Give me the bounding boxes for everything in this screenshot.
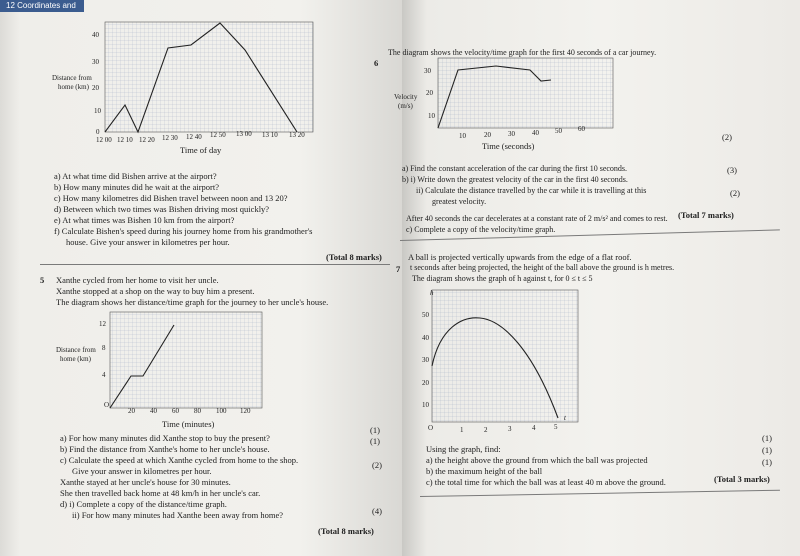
g2-ytick: 4	[102, 371, 106, 379]
marks: (3)	[727, 165, 737, 175]
graph3-ylabel-1: Velocity	[394, 93, 418, 101]
marks: (1)	[762, 433, 772, 443]
g1-xtick: 12 50	[210, 131, 226, 139]
graph4-grid	[432, 288, 582, 424]
list-item: a) Find the constant acceleration of the car during the first 10 seconds.	[402, 164, 628, 173]
g4-xtick: 1	[460, 426, 464, 434]
g2-xtick: 100	[216, 407, 227, 415]
graph1-ylabel-2: home (km)	[58, 83, 89, 91]
g3-ytick: 10	[428, 112, 435, 120]
list-item: house. Give your answer in kilometres per hour.	[66, 237, 230, 247]
marks: (1)	[762, 457, 772, 467]
divider	[40, 264, 390, 265]
list-item: b) How many minutes did he wait at the airport?	[54, 182, 220, 192]
q7-number: 7	[396, 264, 401, 274]
g4-ytick: 10	[422, 401, 429, 409]
list-item: f) Calculate Bishen's speed during his journey home from his grandmother's	[54, 226, 313, 236]
graph1-xlabel: Time of day	[180, 145, 222, 155]
g2-ytick: 8	[102, 344, 106, 352]
marks: (2)	[372, 460, 382, 470]
g3-xtick: 50	[555, 127, 562, 135]
g1-ytick: 10	[94, 107, 101, 115]
g4-ytick: 40	[422, 334, 429, 342]
q6-intro: The diagram shows the velocity/time graph for the first 40 seconds of a car journey.	[388, 48, 657, 57]
list-item: b) i) Write down the greatest velocity of the car in the first 40 seconds.	[402, 175, 628, 184]
g3-xtick: 60	[578, 125, 585, 133]
list-item: b) the maximum height of the ball	[426, 466, 543, 476]
g2-xtick: 80	[194, 407, 201, 415]
g4-ytick: 20	[422, 379, 429, 387]
g2-xtick: 120	[240, 407, 251, 415]
g2-xtick: 60	[172, 407, 179, 415]
g2-xtick: 20	[128, 407, 135, 415]
g1-xtick: 12 30	[162, 134, 178, 142]
marks: (2)	[722, 132, 732, 142]
list-item: c) Complete a copy of the velocity/time graph.	[406, 225, 556, 234]
g3-ytick: 30	[424, 67, 431, 75]
divider	[420, 490, 780, 497]
right-page	[374, 0, 800, 556]
g1-xtick: 12 40	[186, 133, 202, 141]
list-item: ii) Calculate the distance travelled by the car while it is travelling at this	[416, 186, 647, 195]
list-item: ii) For how many minutes had Xanthe been away from home?	[72, 510, 284, 520]
q5-number: 5	[40, 275, 45, 285]
g4-yaxis: h	[430, 289, 434, 297]
g1-xtick: 12 10	[117, 136, 133, 144]
g1-ytick: 0	[96, 128, 100, 136]
g4-ytick: 30	[422, 356, 429, 364]
g3-xtick: 40	[532, 129, 539, 137]
g1-xtick: 13 00	[236, 130, 252, 138]
list-item: She then travelled back home at 48 km/h in her uncle's car.	[60, 488, 261, 498]
list-item: d) i) Complete a copy of the distance/time graph.	[60, 499, 227, 509]
g3-xtick: 20	[484, 131, 491, 139]
list-item: e) At what times was Bishen 10 km from the airport?	[54, 215, 235, 225]
g1-xtick: 12 00	[96, 136, 112, 144]
graph2-ylabel-1: Distance from	[56, 346, 96, 354]
list-item: c) the total time for which the ball was at least 40 m above the ground.	[426, 477, 666, 487]
g4-xtick: 5	[554, 423, 558, 431]
g2-ytick: 12	[99, 320, 106, 328]
q7-intro-2: t seconds after being projected, the height of the ball above the ground is h metres.	[410, 263, 675, 272]
g1-ytick: 20	[92, 84, 99, 92]
g4-xtick: 3	[508, 425, 512, 433]
graph2-grid	[108, 310, 264, 410]
g1-xtick: 13 10	[262, 131, 278, 139]
graph3-xlabel: Time (seconds)	[482, 141, 535, 151]
g3-xtick: 30	[508, 130, 515, 138]
g3-xtick: 10	[459, 132, 466, 140]
list-item: c) How many kilometres did Bishen travel between noon and 13 20?	[54, 193, 288, 203]
list-item: d) Between which two times was Bishen driving most quickly?	[54, 204, 270, 214]
q5-total: (Total 8 marks)	[318, 526, 374, 536]
graph3-grid	[438, 58, 618, 130]
list-item: Give your answer in kilometres per hour.	[72, 466, 212, 476]
g3-ytick: 20	[426, 89, 433, 97]
q5-intro-2: Xanthe stopped at a shop on the way to buy him a present.	[56, 286, 255, 296]
marks: (2)	[730, 188, 740, 198]
marks: (1)	[370, 425, 380, 435]
list-item: c) Calculate the speed at which Xanthe cycled from home to the shop.	[60, 455, 299, 465]
list-item: a) For how many minutes did Xanthe stop to buy the present?	[60, 433, 270, 443]
graph1-grid	[100, 20, 314, 140]
graph2-ylabel-2: home (km)	[60, 355, 91, 363]
graph1-ylabel-1: Distance from	[52, 74, 92, 82]
g4-ytick: 50	[422, 311, 429, 319]
q7-total: (Total 3 marks)	[714, 474, 770, 484]
q5-intro-1: Xanthe cycled from her home to visit her uncle.	[56, 275, 219, 285]
list-item: a) At what time did Bishen arrive at the airport?	[54, 171, 217, 181]
q6-number: 6	[374, 58, 379, 68]
q7-intro-1: A ball is projected vertically upwards from the edge of a flat roof.	[408, 252, 632, 262]
g1-xtick: 13 20	[289, 131, 305, 139]
q7-lead: Using the graph, find:	[426, 444, 501, 454]
list-item: a) the height above the ground from which the ball was projected	[426, 455, 648, 465]
g4-xaxis: t	[564, 414, 566, 422]
q4-total: (Total 8 marks)	[326, 252, 382, 262]
marks: (1)	[370, 436, 380, 446]
g4-xtick: 4	[532, 424, 536, 432]
g2-xtick: 40	[150, 407, 157, 415]
marks: (4)	[372, 506, 382, 516]
g4-origin: O	[428, 424, 434, 432]
list-item: b) Find the distance from Xanthe's home to her uncle's house.	[60, 444, 270, 454]
g1-xtick: 12 20	[139, 136, 155, 144]
chapter-header: 12 Coordinates and	[0, 0, 84, 12]
list-item: After 40 seconds the car decelerates at a constant rate of 2 m/s² and comes to rest.	[406, 214, 668, 223]
g1-ytick: 30	[92, 58, 99, 66]
list-item: greatest velocity.	[432, 197, 487, 206]
q7-intro-3: The diagram shows the graph of h against t, for 0 ≤ t ≤ 5	[412, 274, 593, 283]
graph3-ylabel-2: (m/s)	[398, 102, 413, 110]
marks: (1)	[762, 445, 772, 455]
list-item: Xanthe stayed at her uncle's house for 30 minutes.	[60, 477, 231, 487]
g4-xtick: 2	[484, 426, 488, 434]
q6-total: (Total 7 marks)	[678, 210, 734, 220]
q5-intro-3: The diagram shows her distance/time graph for the journey to her uncle's house.	[56, 297, 329, 307]
g2-origin: O	[104, 401, 110, 409]
graph2-xlabel: Time (minutes)	[162, 419, 215, 429]
g1-ytick: 40	[92, 31, 99, 39]
